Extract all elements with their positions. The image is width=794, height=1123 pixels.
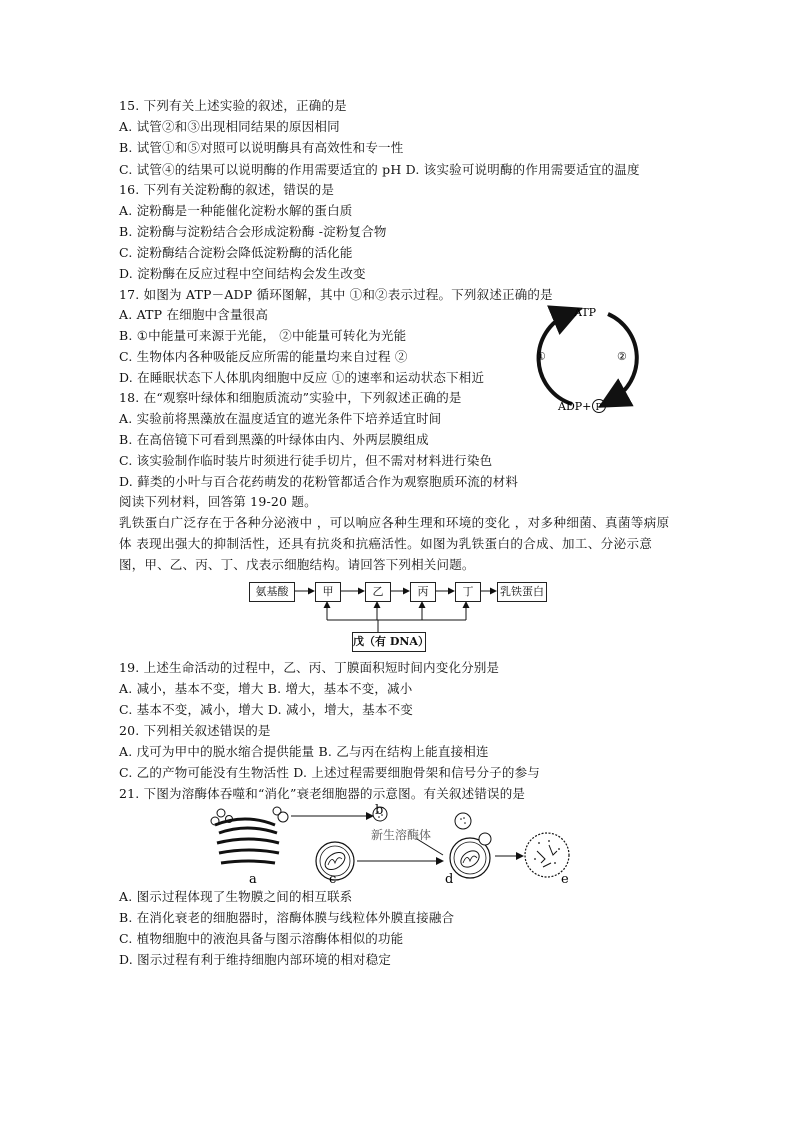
autophagy-diagram	[205, 803, 585, 885]
passage-line-2: 体 表现出强大的抑制活性，还具有抗炎和抗癌活性。如图为乳铁蛋白的合成、加工、分泌示意	[119, 536, 653, 551]
q17-option-a: A. ATP 在细胞中含量很高	[119, 307, 269, 322]
label-a: a	[249, 872, 257, 885]
q18-option-b: B. 在高倍镜下可看到黑藻的叶绿体由内、外两层膜组成	[119, 432, 429, 447]
q15-option-b: B. 试管①和⑤对照可以说明酶具有高效性和专一性	[119, 140, 404, 155]
q15-stem: 15. 下列有关上述实验的叙述，正确的是	[119, 98, 347, 113]
phosphate-label: P	[595, 403, 602, 413]
flow-yi: 乙	[365, 582, 391, 602]
q20-option-cd: C. 乙的产物可能没有生物活性 D. 上述过程需要细胞骨架和信号分子的参与	[119, 765, 540, 780]
label-e: e	[561, 872, 569, 885]
q15-option-a: A. 试管②和③出现相同结果的原因相同	[119, 119, 340, 134]
digested-residue-e	[525, 833, 569, 877]
new-lysosome-label: 新生溶酶体	[371, 828, 432, 842]
flow-wu-dna: 戊（有 DNA）	[352, 632, 426, 652]
q17-stem: 17. 如图为 ATP－ADP 循环图解，其中 ①和②表示过程。下列叙述正确的是	[119, 287, 553, 302]
q18-stem: 18. 在“观察叶绿体和细胞质流动”实验中，下列叙述正确的是	[119, 390, 462, 405]
process-1-label: ①	[536, 350, 546, 363]
flow-jia: 甲	[315, 582, 341, 602]
q16-option-a: A. 淀粉酶是一种能催化淀粉水解的蛋白质	[119, 203, 353, 218]
q21-option-c: C. 植物细胞中的液泡具备与图示溶酶体相似的功能	[119, 931, 404, 946]
label-c: c	[329, 872, 337, 885]
q16-stem: 16. 下列有关淀粉酶的叙述，错误的是	[119, 182, 335, 197]
q17-option-d: D. 在睡眠状态下人体肌肉细胞中反应 ①的速率和运动状态下相近	[119, 370, 485, 385]
atp-adp-cycle-diagram	[528, 300, 648, 418]
passage-line-3: 图，甲、乙、丙、丁、戊表示细胞结构。请回答下列相关问题。	[119, 557, 475, 572]
adp-label: ADP+	[558, 400, 592, 413]
q16-option-d: D. 淀粉酶在反应过程中空间结构会发生改变	[119, 266, 366, 281]
passage-intro: 阅读下列材料，回答第 19-20 题。	[119, 494, 317, 509]
q17-option-b: B. ①中能量可来源于光能， ②中能量可转化为光能	[119, 328, 407, 343]
q21-option-d: D. 图示过程有利于维持细胞内部环境的相对稳定	[119, 952, 392, 967]
q21-option-a: A. 图示过程体现了生物膜之间的相互联系	[119, 889, 353, 904]
process-2-label: ②	[617, 350, 627, 363]
golgi-apparatus-a	[211, 807, 288, 863]
flow-amino-acid: 氨基酸	[249, 582, 295, 602]
flow-lactoferrin: 乳铁蛋白	[497, 582, 547, 602]
q18-option-c: C. 该实验制作临时装片时须进行徒手切片，但不需对材料进行染色	[119, 453, 493, 468]
q18-option-d: D. 藓类的小叶与百合花药萌发的花粉管都适合作为观察胞质环流的材料	[119, 474, 519, 489]
q16-option-c: C. 淀粉酶结合淀粉会降低淀粉酶的活化能	[119, 245, 353, 260]
flow-bing: 丙	[410, 582, 436, 602]
q19-stem: 19. 上述生命活动的过程中，乙、丙、丁膜面积短时间内变化分别是	[119, 660, 500, 675]
q16-option-b: B. 淀粉酶与淀粉结合会形成淀粉酶 -淀粉复合物	[119, 224, 387, 239]
q17-option-c: C. 生物体内各种吸能反应所需的能量均来自过程 ②	[119, 349, 408, 364]
q20-option-ab: A. 戊可为甲中的脱水缩合提供能量 B. 乙与丙在结构上能直接相连	[119, 744, 489, 759]
q15-option-cd: C. 试管④的结果可以说明酶的作用需要适宜的 pH D. 该实验可说明酶的作用需要适宜的温度	[119, 162, 640, 177]
q21-option-b: B. 在消化衰老的细胞器时，溶酶体膜与线粒体外膜直接融合	[119, 910, 455, 925]
passage-line-1: 乳铁蛋白广泛存在于各种分泌液中 ，可以响应各种生理和环境的变化 ，对多种细菌、真菌等病原	[119, 515, 670, 530]
flow-ding: 丁	[455, 582, 481, 602]
q20-stem: 20. 下列相关叙述错误的是	[119, 723, 271, 738]
q19-option-cd: C. 基本不变，减小，增大 D. 减小，增大，基本不变	[119, 702, 413, 717]
label-d: d	[445, 872, 454, 885]
lysosome-fusion-d	[450, 813, 491, 878]
q18-option-a: A. 实验前将黑藻放在温度适宜的遮光条件下培养适宜时间	[119, 411, 442, 426]
atp-label: ATP	[574, 306, 597, 319]
label-b: b	[375, 803, 384, 818]
q21-stem: 21. 下图为溶酶体吞噬和“消化”衰老细胞器的示意图。有关叙述错误的是	[119, 786, 526, 801]
q19-option-ab: A. 减小，基本不变，增大 B. 增大，基本不变，减小	[119, 681, 413, 696]
